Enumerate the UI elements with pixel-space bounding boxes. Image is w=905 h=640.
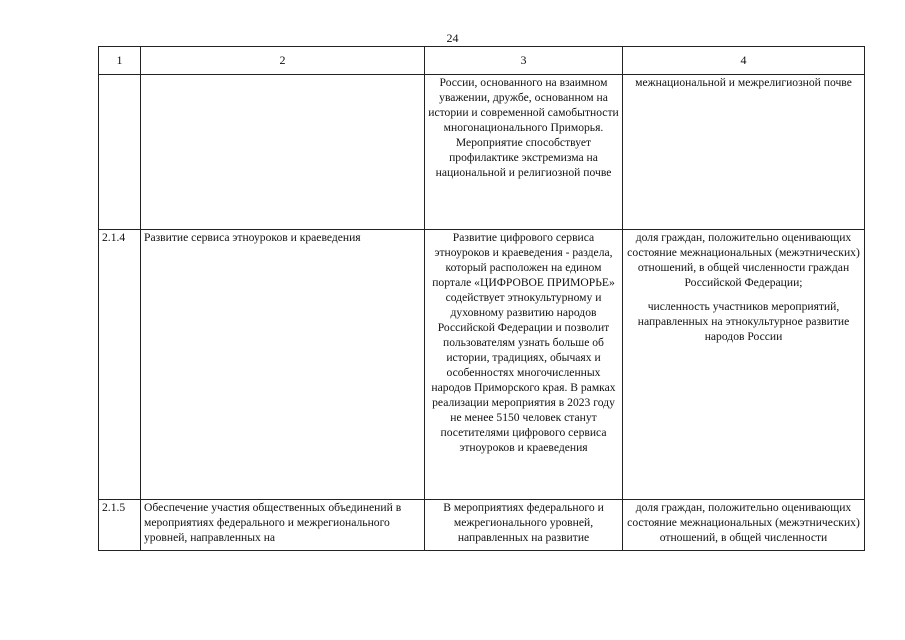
measures-table (98, 46, 865, 551)
measure-indicators (623, 75, 865, 230)
column-header-2: 2 (141, 47, 425, 75)
measure-indicators (623, 500, 865, 551)
table-header-row (99, 47, 865, 75)
row-number (99, 75, 141, 230)
indicator-text: доля граждан, положительно оценивающих состояние межнациональных (межэтнических) отношений, в общей численности (627, 501, 860, 544)
table-row (99, 75, 865, 230)
measure-name (141, 75, 425, 230)
page-number: 24 (446, 31, 459, 45)
table-row (99, 500, 865, 551)
row-number: 2.1.4 (99, 230, 141, 500)
measure-name: Обеспечение участия общественных объединений в мероприятиях федерального и межрегионального уровней, направленных на (141, 500, 425, 551)
column-header-3: 3 (425, 47, 623, 75)
indicator-text: межнациональной и межрелигиозной почве (635, 76, 852, 89)
measure-description: России, основанного на взаимном уважении, дружбе, основанном на истории и современной самобытности многонационального Приморья. Мероприятие способствует профилактике экстремизма на национальной и религиозной почве (425, 75, 623, 230)
indicator-text: доля граждан, положительно оценивающих состояние межнациональных (межэтнических) отношений, в общей численности граждан Российской Федерации; (627, 231, 860, 289)
column-header-4: 4 (623, 47, 865, 75)
indicator-text: численность участников мероприятий, направленных на этнокультурное развитие народов России (637, 299, 850, 343)
measure-name: Развитие сервиса этноуроков и краеведения (141, 230, 425, 500)
measure-description: В мероприятиях федерального и межрегионального уровней, направленных на развитие (425, 500, 623, 551)
column-header-1: 1 (99, 47, 141, 75)
row-number: 2.1.5 (99, 500, 141, 551)
measure-description: Развитие цифрового сервиса этноуроков и краеведения - раздела, который расположен на едином портале «ЦИФРОВОЕ ПРИМОРЬЕ» содействует этнокультурному и духовному развитию народов Российской Федерации и позволит пользователям узнать больше об истории, традициях, обычаях и особенностях многочисленных народов Приморского края. В рамках реализации мероприятия в 2023 году не менее 5150 человек станут посетителями цифрового сервиса этноуроков и краеведения (425, 230, 623, 500)
table-row (99, 230, 865, 500)
measure-indicators (623, 230, 865, 500)
